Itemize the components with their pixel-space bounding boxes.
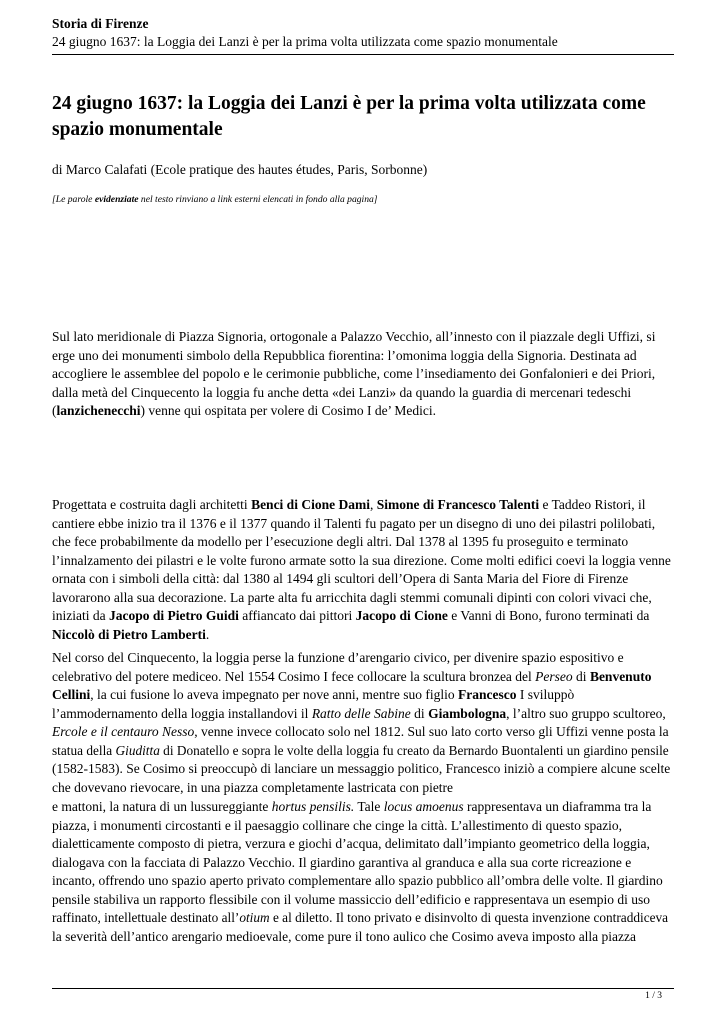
text-run: , la cui fusione lo aveva impegnato per nove anni, mentre suo figlio	[90, 687, 459, 702]
text-run: celebrativo del potere mediceo. Nel 1554 Cosimo I fece collocare la scultura bronzea del	[52, 668, 536, 684]
note-open: [Le parole	[52, 194, 95, 205]
italic-term: hortus pensilis.	[271, 799, 355, 814]
text-run: , venne invece collocato solo nel 1812. Sul suo lato corto verso gli Uffizi venne posta la	[194, 724, 669, 739]
italic-term: locus amoenus	[383, 799, 464, 814]
italic-term: otium	[239, 910, 270, 925]
link-lanzichenecchi[interactable]: lanzichenecchi	[56, 403, 141, 418]
note-bold-word: evidenziate	[94, 194, 139, 205]
text-line: dialetticamente composto di pietra, verzura e giochi d’acqua, delimitato dall’impianto geometrico della loggia,	[52, 836, 650, 851]
text-run: statua della	[52, 742, 116, 758]
text-line	[52, 668, 674, 687]
text-run: (	[52, 403, 57, 418]
text-line: erge uno dei monumenti simbolo della Repubblica fiorentina: l’omonima loggia della Signoria. Destinata ad	[52, 347, 637, 363]
text-run: Tale	[354, 799, 384, 814]
text-line: lavorarono alla sua decorazione. La parte alta fu arricchita dagli stemmi comunali dipinti con colori vivaci che,	[52, 589, 652, 605]
text-line: la severità dell’antico arengario medioevale, come pure il tono aulico che Cosimo aveva imposto alla piazza	[52, 928, 637, 944]
text-line	[52, 402, 674, 421]
text-line: che dovevano rievocare, in una piazza completamente lastricata con pietre	[52, 779, 454, 795]
note-close: nel testo rinviano a link esterni elencati in fondo alla pagina]	[138, 194, 378, 205]
paragraph-3	[52, 649, 674, 797]
link-jacopo-di-pietro-guidi[interactable]: Jacopo di Pietro Guidi	[108, 608, 239, 623]
author-line: di Marco Calafati (Ecole pratique des hautes études, Paris, Sorbonne)	[52, 162, 428, 177]
text-run: di	[572, 668, 590, 684]
paragraph-1	[52, 328, 674, 421]
links-note	[52, 193, 378, 207]
text-line: (1582-1583). Se Cosimo si preoccupò di lanciare un messaggio politico, Francesco iniziò a compiere alcune scelte	[52, 761, 671, 776]
document-page	[52, 0, 674, 1024]
text-run: I sviluppò	[516, 687, 575, 702]
italic-term: Giuditta	[115, 742, 160, 758]
text-line: incanto, offrendo uno spazio aperto privato complementare allo spazio pubblico all’ombra delle volte. Il giardino	[52, 873, 663, 888]
text-run: e al diletto. Il tono privato e disinvolto di questa invenzione contraddiceva	[269, 910, 669, 925]
text-line	[52, 496, 674, 515]
text-run: .	[205, 626, 210, 642]
paragraph-2	[52, 496, 674, 644]
page-number: 1 / 3	[645, 991, 662, 1001]
text-line: l’innalzamento dei pilastri e le volte furono armate sotto la sua direzione. Come molti edifici coevi la loggia venne	[52, 552, 671, 568]
text-line: dialogava con la facciata di Palazzo Vecchio. Il giardino garantiva al granduca e alla sua corte ricreazione e	[52, 854, 632, 870]
text-run: ,	[369, 497, 377, 512]
text-line	[52, 723, 674, 742]
text-run: di	[410, 705, 429, 721]
text-run: l’ammodernamento della loggia installandovi il	[52, 705, 312, 721]
text-line: ornata con i simboli della città: dal 1380 al 1494 gli scultori dell’Opera di Santa Maria del Fiore di Firenze	[52, 571, 629, 586]
text-line: accogliere le assemblee del popolo e le cerimonie pubbliche, come l’insediamento dei Gonfalonieri e dei Priori,	[52, 366, 656, 381]
text-run: ) venne qui ospitata per volere di Cosimo I de’ Medici.	[140, 403, 437, 418]
text-run: Progettata e costruita dagli architetti	[52, 497, 252, 512]
text-run: rappresentava un diaframma tra la	[463, 799, 652, 814]
link-benvenuto-cellini-cont[interactable]: Cellini	[52, 687, 91, 702]
header-subtitle: 24 giugno 1637: la Loggia dei Lanzi è per la prima volta utilizzata come spazio monumentale	[52, 34, 558, 49]
text-run: e mattoni, la natura di un lussureggiante	[52, 799, 272, 814]
text-line	[52, 686, 674, 705]
text-line	[52, 909, 674, 928]
text-line: cantiere ebbe inizio tra il 1376 e il 1377 quando il Talenti fu pagato per un disegno di uno dei pilastri polilobati,	[52, 515, 656, 531]
text-run: raffinato, intellettuale destinato all’	[52, 910, 240, 925]
header-divider	[52, 54, 674, 55]
text-line: dalla metà del Cinquecento la loggia fu anche detta «dei Lanzi» da quando la guardia di mercenari tedeschi	[52, 384, 632, 400]
text-line	[52, 705, 674, 724]
italic-term: Ercole e il centauro Nesso	[52, 724, 195, 739]
link-simone-di-francesco-talenti[interactable]: Simone di Francesco Talenti	[376, 497, 540, 512]
link-niccolo-di-pietro-lamberti[interactable]: Niccolò di Pietro Lamberti	[52, 626, 206, 642]
link-jacopo-di-cione[interactable]: Jacopo di Cione	[355, 608, 448, 623]
site-title: Storia di Firenze	[52, 16, 149, 31]
link-benvenuto-cellini[interactable]: Benvenuto	[589, 668, 652, 684]
text-line	[52, 742, 674, 761]
text-run: affiancato dai pittori	[238, 608, 356, 623]
text-line: Nel corso del Cinquecento, la loggia perse la funzione d’arengario civico, per divenire spazio espositivo e	[52, 650, 624, 665]
text-line	[52, 626, 674, 645]
text-run: , l’altro suo gruppo scultoreo,	[506, 705, 666, 721]
italic-term: Ratto delle Sabine	[311, 705, 411, 721]
link-giambologna[interactable]: Giambologna	[428, 705, 507, 721]
text-line: Sul lato meridionale di Piazza Signoria, ortogonale a Palazzo Vecchio, all’innesto con il piazzale degli Uffizi, si	[52, 329, 656, 344]
italic-term: Perseo	[535, 668, 573, 684]
article-title: 24 giugno 1637: la Loggia dei Lanzi è per la prima volta utilizzata come spazio monumentale	[52, 93, 646, 140]
text-line	[52, 607, 674, 626]
footer-divider	[52, 988, 674, 989]
text-line: che fece probabilmente da modello per l’esecuzione degli altri. Dal 1378 al 1395 fu proseguito e terminato	[52, 534, 629, 549]
link-benci-di-cione-dami[interactable]: Benci di Cione Dami	[251, 497, 370, 512]
text-run: e Vanni di Bono, furono terminati da	[447, 608, 650, 623]
text-run: e Taddeo Ristori, il	[539, 497, 646, 512]
text-line: piazza, i monumenti circostanti e il paesaggio collinare che cinge la città. L’allestimento di questo spazio,	[52, 817, 623, 833]
text-run: di Donatello e sopra le volte della loggia fu creato da Bernardo Buontalenti un giardino pensile	[159, 742, 669, 758]
paragraph-4	[52, 798, 674, 946]
text-run: iniziati da	[52, 608, 109, 623]
text-line	[52, 798, 674, 817]
link-francesco[interactable]: Francesco	[458, 687, 517, 702]
text-line: pensile stabiliva un rapporto flessibile con il volume massiccio dell’edificio e rappresentava un esempio di uso	[52, 891, 650, 907]
